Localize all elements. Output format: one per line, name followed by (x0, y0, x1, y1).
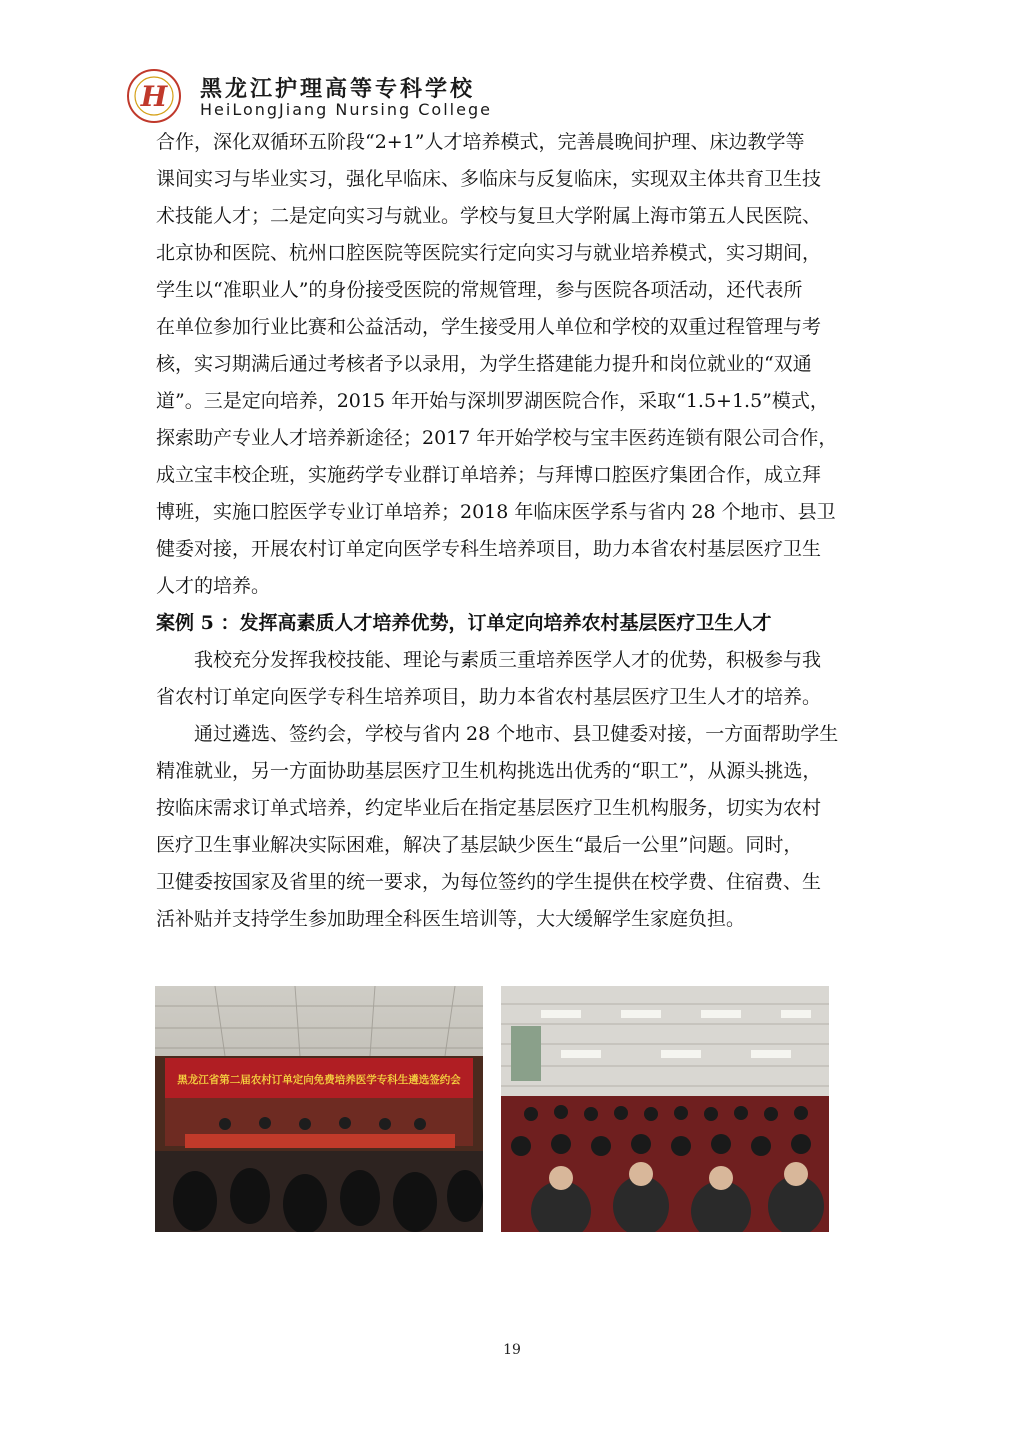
paragraph-line: 健委对接，开展农村订单定向医学专科生培养项目，助力本省农村基层医疗卫生 (156, 538, 822, 560)
photo-banner-text: 黑龙江省第二届农村订单定向免费培养医学专科生遴选签约会 (177, 1074, 461, 1086)
paragraph-line: 活补贴并支持学生参加助理全科医生培训等，大大缓解学生家庭负担。 (156, 908, 746, 930)
paragraph-line: 省农村订单定向医学专科生培养项目，助力本省农村基层医疗卫生人才的培养。 (156, 686, 822, 708)
paragraph-line: 成立宝丰校企班，实施药学专业群订单培养；与拜博口腔医疗集团合作，成立拜 (156, 464, 822, 486)
paragraph-line: 卫健委按国家及省里的统一要求，为每位签约的学生提供在校学费、住宿费、生 (156, 871, 822, 893)
paragraph-line: 术技能人才；二是定向实习与就业。学校与复旦大学附属上海市第五人民医院、 (156, 205, 822, 227)
paragraph-line: 通过遴选、签约会，学校与省内 28 个地市、县卫健委对接，一方面帮助学生 (194, 723, 839, 745)
paragraph-line: 人才的培养。 (156, 575, 271, 597)
paragraph-line: 博班，实施口腔医学专业订单培养；2018 年临床医学系与省内 28 个地市、县卫 (156, 501, 836, 523)
body-text (156, 124, 880, 938)
school-logo (126, 68, 182, 124)
paragraph-line: 按临床需求订单式培养，约定毕业后在指定基层医疗卫生机构服务，切实为农村 (156, 797, 822, 819)
paragraph-line: 精准就业，另一方面协助基层医疗卫生机构挑选出优秀的“职工”，从源头挑选， (156, 760, 822, 782)
document-header (126, 68, 526, 124)
paragraph-line: 探索助产专业人才培养新途径；2017 年开始学校与宝丰医药连锁有限公司合作， (156, 427, 838, 449)
paragraph-line: 在单位参加行业比赛和公益活动，学生接受用人单位和学校的双重过程管理与考 (156, 316, 822, 338)
paragraph-line: 学生以“准职业人”的身份接受医院的常规管理，参与医院各项活动，还代表所 (156, 279, 803, 301)
case-heading: 案例 5 ：发挥高素质人才培养优势，订单定向培养农村基层医疗卫生人才 (156, 612, 772, 634)
paragraph-line: 北京协和医院、杭州口腔医院等医院实行定向实习与就业培养模式，实习期间， (156, 242, 822, 264)
logo-letter: H (140, 80, 168, 113)
paragraph-line: 我校充分发挥我校技能、理论与素质三重培养医学人才的优势，积极参与我 (194, 649, 822, 671)
paragraph-line: 核，实习期满后通过考核者予以录用，为学生搭建能力提升和岗位就业的“双通 (156, 353, 812, 375)
paragraph-line: 合作，深化双循环五阶段“2+1”人才培养模式，完善晨晚间护理、床边教学等 (156, 131, 805, 153)
school-name-cn: 黑龙江护理高等专科学校 (200, 76, 476, 102)
paragraph-line: 医疗卫生事业解决实际困难，解决了基层缺少医生“最后一公里”问题。同时， (156, 834, 803, 856)
page-number: 19 (503, 1342, 521, 1358)
paragraph-line: 道”。三是定向培养，2015 年开始与深圳罗湖医院合作，采取“1.5+1.5”模式， (156, 390, 829, 412)
signing-ceremony-photo (155, 986, 483, 1232)
paragraph-line: 课间实习与毕业实习，强化早临床、多临床与反复临床，实现双主体共育卫生技 (156, 168, 822, 190)
school-name-en: HeiLongJiang Nursing College (200, 100, 492, 119)
audience-photo (501, 986, 829, 1232)
